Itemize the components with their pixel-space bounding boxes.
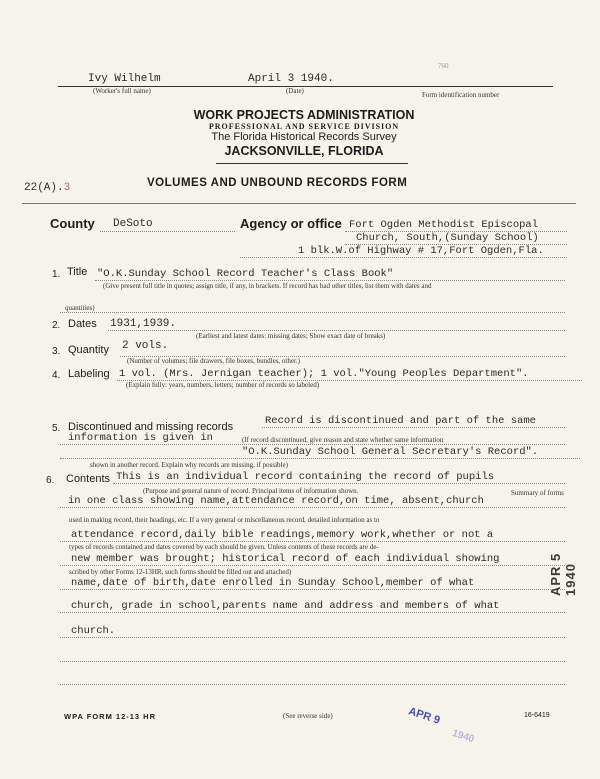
discontinued-line-1: Record is discontinued and part of the same [265,415,536,427]
header-divider [216,163,408,164]
form-code-suffix: 3 [63,182,71,194]
discontinued-line-2: information is given in [68,432,213,444]
county-value: DeSoto [113,218,153,230]
agency-line-2: Church, South,(Sunday School) [356,232,539,244]
worker-caption: (Worker's full name) [93,87,151,95]
title-caption-2: quantities) [65,304,95,312]
discontinued-caption-a: (If record discontinued, give reason and state whether same information [242,436,444,444]
survey-title: The Florida Historical Records Survey [211,131,397,143]
contents-line-7: church. [71,625,116,637]
contents-caption-a: (Purpose and general nature of record. Principal items of information shown. [143,487,359,495]
form-title-rule [22,203,576,204]
report-date: April 3 1940. [248,73,334,85]
form-title: VOLUMES AND UNBOUND RECORDS FORM [147,177,408,189]
worker-name: Ivy Wilhelm [88,73,161,85]
agency-line-3: 1 blk.W.of Highway # 17,Fort Ogden,Fla. [298,245,544,257]
contents-line-1: This is an individual record containing the record of pupils [116,471,495,483]
agency-rule-3 [240,257,567,258]
county-label: County [50,216,95,231]
reverse-note: (See reverse side) [283,712,333,720]
contents-line-5: name,date of birth,date enrolled in Sunday School,member of what [71,577,475,589]
contents-rule-6 [60,612,565,613]
contents-caption-b: used in making record, their headings, etc. If a very general or miscellaneous record, detailed information as to [69,516,380,524]
title-caption: (Give present full title in quotes; assign title, if any, in brackets. If record has had other titles, list them with dates and [103,282,432,290]
agency-title: WORK PROJECTS ADMINISTRATION [193,108,415,122]
wpa-form-code: WPA FORM 12-13 HR [64,712,157,721]
title-rule-2 [60,312,565,313]
contents-caption-c: types of records contained and dates covered by each should be given. Unless contents of these records are de- [69,543,379,551]
form-id-caption: Form identification number [422,91,500,99]
dates-caption: (Earliest and latest dates: missing dates; Show exact date of breaks) [196,332,386,340]
title-rule [95,280,565,281]
item-6-label: Contents [66,473,111,485]
quantity-value: 2 vols. [122,340,169,352]
item-2-num: 2. [52,320,61,331]
agency-line-1: Fort Ogden Methodist Episcopal [349,219,539,231]
discontinued-line-3: "O.K.Sunday School General Secretary's Record". [242,446,539,458]
contents-line-3: attendance record,daily bible readings,memory work,whether or not a [71,529,494,541]
labeling-value: 1 vol. (Mrs. Jernigan teacher); 1 vol."Young Peoples Department". [119,368,529,380]
discontinued-rule-3 [60,458,580,459]
discontinued-caption-b: shown in another record. Explain why records are missing, if possible) [90,461,288,469]
blank-rule-2 [60,684,565,685]
blue-year-stamp: 1940 [450,727,476,746]
form-code [24,182,70,194]
contents-line-4: new member was brought; historical record of each individual showing [71,553,500,565]
date-caption: (Date) [286,87,304,95]
item-6-num: 6. [46,475,55,486]
city-title: JACKSONVILLE, FLORIDA [224,144,384,158]
item-5-num: 5. [52,423,61,434]
contents-line-6: church, grade in school,parents name and address and members of what [71,600,500,612]
item-3-num: 3. [52,346,61,357]
print-code: 16-6419 [524,712,550,719]
item-1-label: Title [67,266,88,278]
contents-caption-a2: Summary of forms [511,489,564,497]
item-3-label: Quantity [68,344,109,356]
blank-rule-1 [60,661,565,662]
received-stamp: APR 5 1940 [548,552,578,596]
item-2-label: Dates [68,318,97,330]
discontinued-rule-2 [60,444,565,445]
division-title: PROFESSIONAL AND SERVICE DIVISION [208,122,400,131]
item-1-num: 1. [52,269,61,280]
contents-line-2: in one class showing name,attendance record,on time, absent,church [68,495,484,507]
dates-value: 1931,1939. [110,318,177,330]
contents-caption-d: scribed by other Forms 12-13HR, such forms should be filled out and attached) [69,568,292,576]
form-code-text: 22(A). [24,182,64,194]
contents-rule-7 [60,637,565,638]
dates-rule [108,330,565,331]
quantity-caption: (Number of volumes; file drawers, file boxes, bundles, other.) [127,357,301,365]
blue-date-stamp: APR 9 [406,705,442,727]
agency-rule-1 [345,231,567,232]
item-4-num: 4. [52,370,61,381]
corner-mark: 760 [438,62,449,70]
contents-rule-3 [60,541,565,542]
contents-rule-4 [60,565,565,566]
discontinued-rule-1 [262,427,565,428]
title-value: "O.K.Sunday School Record Teacher's Class Book" [97,268,394,280]
contents-rule-2 [60,507,565,508]
contents-rule-5 [60,589,565,590]
county-line [100,231,235,232]
item-4-label: Labeling [68,368,110,380]
labeling-caption: (Explain fully: years, numbers, letters; number of records so labeled) [126,381,320,389]
agency-rule-2 [345,244,567,245]
contents-rule-1 [113,483,565,484]
item-5-label: Discontinued and missing records [68,421,234,433]
agency-label: Agency or office [240,216,342,231]
